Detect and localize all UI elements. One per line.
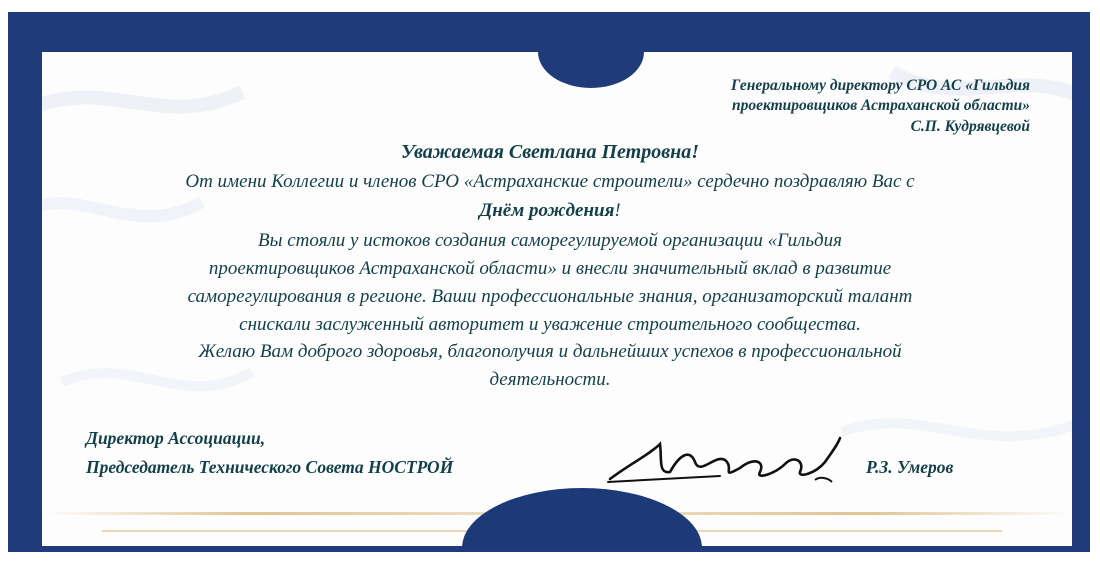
addressee-line-1: Генеральному директору СРО АС «Гильдия [730, 77, 1030, 94]
signatory-name: Р.З. Умеров [866, 457, 954, 477]
body-line-7: Желаю Вам доброго здоровья, благополучия и дальнейших успехов в профессиональной [198, 341, 902, 362]
body-line-2 [0, 200, 1100, 222]
body-line-1: От имени Коллегии и членов СРО «Астраханские строители» сердечно поздравляю Вас с [185, 171, 915, 192]
signatory-title-2: Председатель Технического Совета НОСТРОЙ [86, 457, 454, 477]
birthday-phrase: Днём рождения [479, 200, 615, 221]
body-line-8: деятельности. [489, 369, 611, 390]
body-line-5: саморегулирования в регионе. Ваши профессиональные знания, организаторский талант [187, 286, 913, 307]
addressee-name: С.П. Кудрявцевой [910, 118, 1030, 135]
birthday-exclamation: ! [614, 200, 621, 221]
body-line-6: снискали заслуженный авторитет и уважение строительного сообщества. [239, 314, 861, 335]
greeting-heading: Уважаемая Светлана Петровна! [400, 141, 700, 163]
addressee-line-2: проектировщиков Астраханской области» [731, 97, 1030, 114]
body-line-3: Вы стояли у истоков создания саморегулируемой организации «Гильдия [258, 230, 842, 251]
handwritten-signature [600, 424, 860, 494]
body-line-4: проектировщиков Астраханской области» и внесли значительный вклад в развитие [208, 258, 892, 279]
signatory-title-1: Директор Ассоциации, [86, 428, 266, 448]
